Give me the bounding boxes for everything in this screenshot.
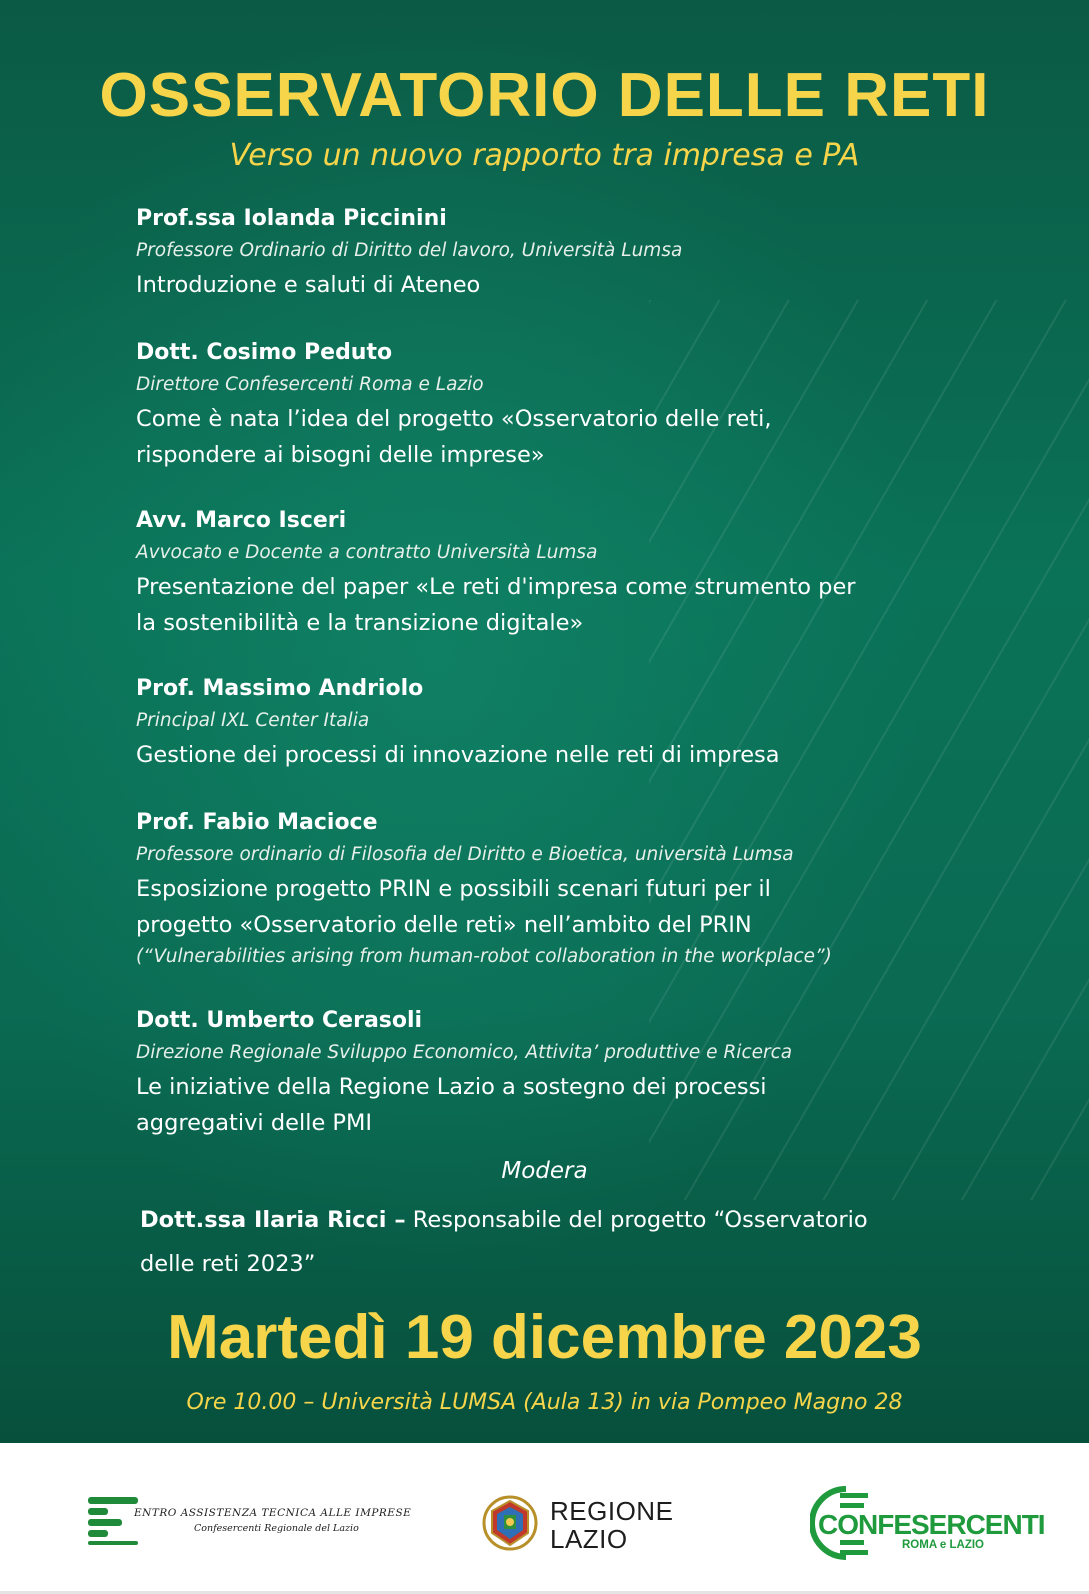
event-date: Martedì 19 dicembre 2023 <box>167 1303 922 1372</box>
speaker-role: Direzione Regionale Sviluppo Economico, Attivita’ produttive e Ricerca <box>136 1042 793 1063</box>
speaker-block <box>136 807 996 1005</box>
moderator-label: Modera <box>501 1158 588 1184</box>
speaker-name: Prof.ssa Iolanda Piccinini <box>136 206 447 231</box>
speaker-talk-line: Esposizione progetto PRIN e possibili scenari futuri per il <box>136 876 771 902</box>
speaker-name: Prof. Massimo Andriolo <box>136 676 424 701</box>
regione-lazio-line1: REGIONE <box>550 1496 674 1526</box>
logo-footer <box>0 1443 1089 1594</box>
speaker-talk-line: rispondere ai bisogni delle imprese» <box>136 442 545 468</box>
speaker-block <box>136 203 996 337</box>
speaker-name: Dott. Cosimo Peduto <box>136 340 393 365</box>
speaker-role: Professore ordinario di Filosofia del Diritto e Bioetica, università Lumsa <box>136 844 794 865</box>
speaker-talk-line: Gestione dei processi di innovazione nelle reti di impresa <box>136 742 780 768</box>
confesercenti-subtitle: ROMA e LAZIO <box>902 1539 984 1551</box>
moderator-description-cont: delle reti 2023” <box>140 1251 316 1277</box>
regione-lazio-line2: LAZIO <box>550 1524 628 1554</box>
speaker-role: Avvocato e Docente a contratto Università Lumsa <box>136 542 598 563</box>
speaker-role: Professore Ordinario di Diritto del lavoro, Università Lumsa <box>136 240 683 261</box>
cat-logo-subtext: Confesercenti Regionale del Lazio <box>194 1523 359 1534</box>
moderator-block <box>140 1198 970 1286</box>
speaker-talk-line: Presentazione del paper «Le reti d'impresa come strumento per <box>136 574 856 600</box>
speaker-block <box>136 673 996 807</box>
speaker-project-note: (“Vulnerabilities arising from human-robot collaboration in the workplace”) <box>136 946 832 967</box>
speaker-list <box>136 203 996 1145</box>
cat-logo <box>88 1495 412 1545</box>
speaker-talk-line: aggregativi delle PMI <box>136 1110 373 1136</box>
speaker-role: Direttore Confesercenti Roma e Lazio <box>136 374 484 395</box>
regione-lazio-text <box>550 1497 673 1553</box>
speaker-talk-line: Le iniziative della Regione Lazio a sostegno dei processi <box>136 1074 767 1100</box>
event-subtitle: Verso un nuovo rapporto tra impresa e PA <box>229 138 860 173</box>
cat-logo-mark-icon <box>88 1495 142 1545</box>
event-title: OSSERVATORIO DELLE RETI <box>99 61 990 130</box>
moderator-description: Responsabile del progetto “Osservatorio <box>405 1207 868 1233</box>
moderator-name: Dott.ssa Ilaria Ricci – <box>140 1207 406 1233</box>
speaker-talk-line: progetto «Osservatorio delle reti» nell’ambito del PRIN <box>136 912 752 938</box>
confesercenti-name: CONFESERCENTI <box>818 1509 1045 1540</box>
speaker-name: Prof. Fabio Macioce <box>136 810 378 835</box>
cat-logo-text: ENTRO ASSISTENZA TECNICA ALLE IMPRESE <box>134 1507 412 1519</box>
speaker-role: Principal IXL Center Italia <box>136 710 370 731</box>
speaker-talk-line: Introduzione e saluti di Ateneo <box>136 272 481 298</box>
speaker-block <box>136 1005 996 1145</box>
regione-lazio-crest-icon <box>482 1495 538 1551</box>
regione-lazio-logo <box>482 1493 682 1553</box>
event-venue: Ore 10.00 – Università LUMSA (Aula 13) in via Pompeo Magno 28 <box>186 1390 903 1415</box>
confesercenti-logo <box>810 1485 1045 1561</box>
speaker-talk-line: Come è nata l’idea del progetto «Osservatorio delle reti, <box>136 406 772 432</box>
speaker-block <box>136 505 996 673</box>
speaker-name: Avv. Marco Isceri <box>136 508 347 533</box>
speaker-block <box>136 337 996 505</box>
speaker-name: Dott. Umberto Cerasoli <box>136 1008 423 1033</box>
speaker-talk-line: la sostenibilità e la transizione digitale» <box>136 610 584 636</box>
